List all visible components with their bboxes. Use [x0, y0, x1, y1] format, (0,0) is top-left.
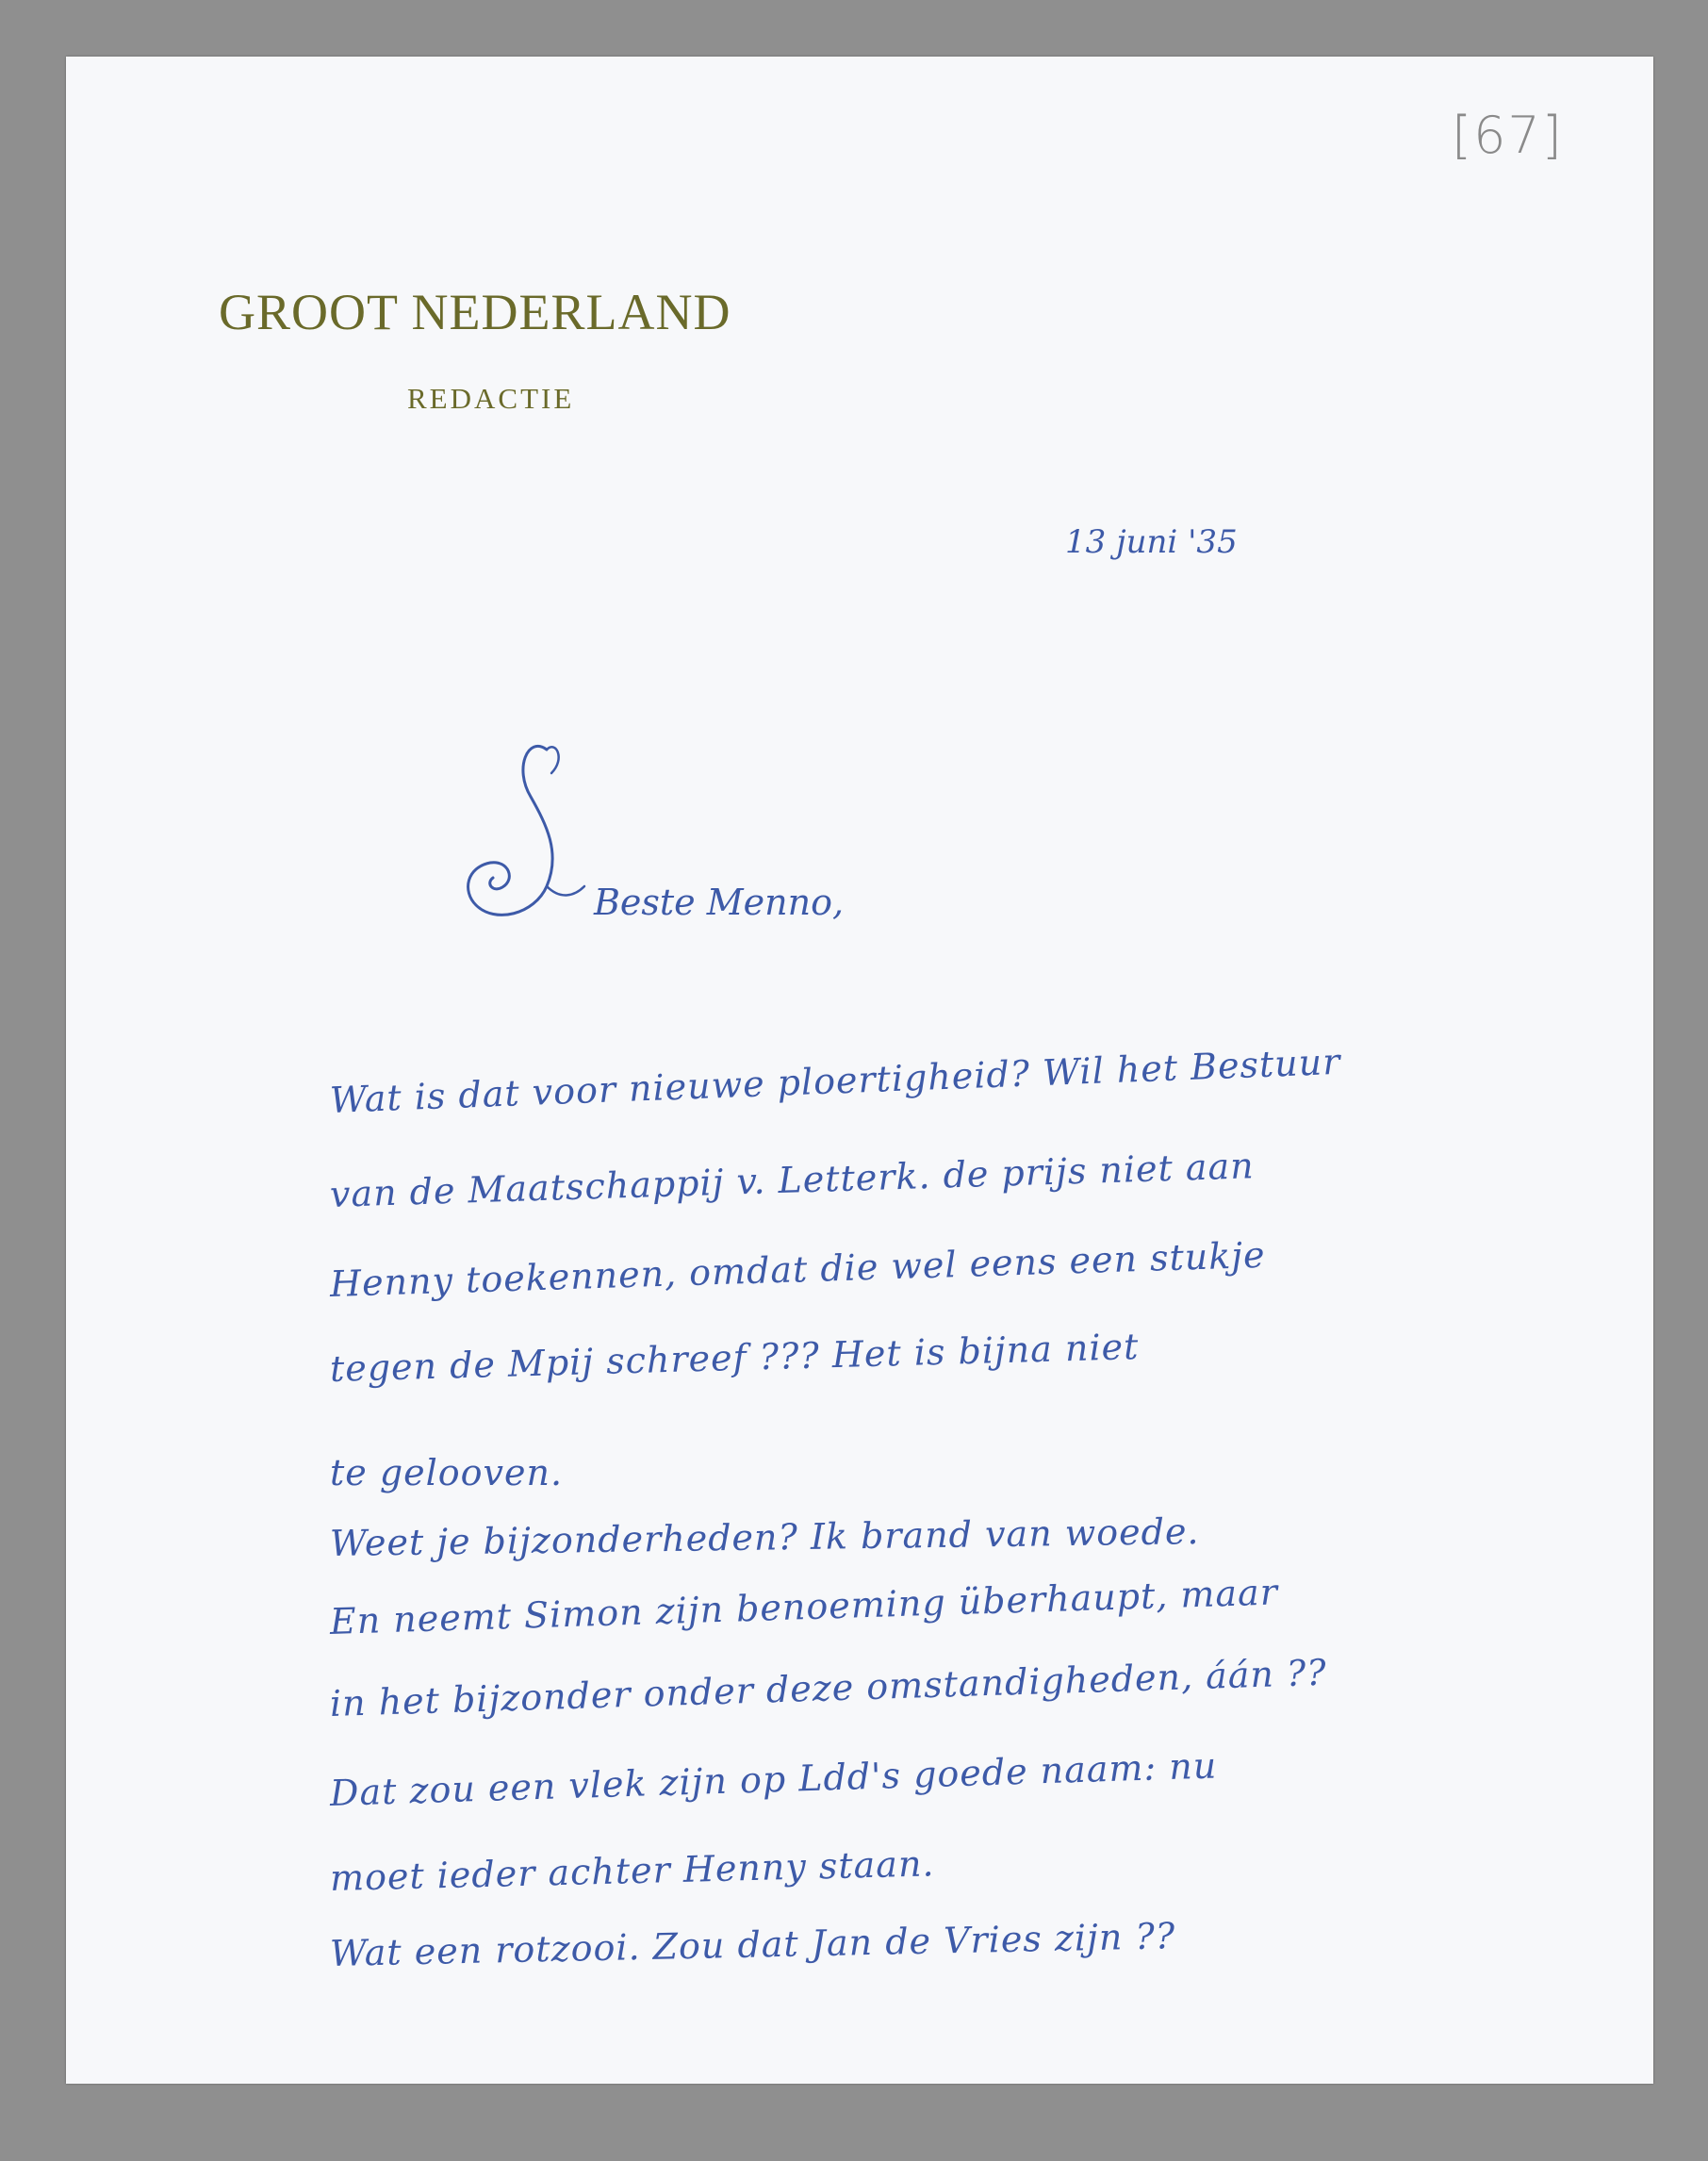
archive-number: [67] — [1452, 106, 1564, 165]
ornamental-initial-icon — [457, 731, 599, 966]
letter-line: van de Maatschappij v. Letterk. de prijs niet aan — [329, 1145, 1256, 1215]
letter-line: En neemt Simon zijn benoeming überhaupt, maar — [329, 1571, 1279, 1642]
letter-line: te gelooven. — [330, 1452, 564, 1493]
letter-line: Henny toekennen, omdat die wel eens een stukje — [329, 1233, 1267, 1305]
letter-line: Weet je bijzonderheden? Ik brand van woede. — [329, 1510, 1200, 1564]
salutation: Beste Menno, — [594, 882, 845, 923]
letter-line: Wat een rotzooi. Zou dat Jan de Vries zijn ?? — [329, 1915, 1176, 1974]
letter-sheet — [66, 57, 1653, 2084]
letter-line: moet ieder achter Henny staan. — [329, 1842, 935, 1899]
letter-date: 13 juni '35 — [1065, 523, 1238, 561]
letterhead-subtitle: REDACTIE — [407, 382, 575, 415]
letterhead-title: GROOT NEDERLAND — [219, 284, 731, 340]
letter-line: Dat zou een vlek zijn op Ldd's goede naam: nu — [329, 1744, 1218, 1814]
letter-line: tegen de Mpij schreef ??? Het is bijna niet — [329, 1326, 1140, 1390]
letter-line: in het bijzonder onder deze omstandigheden, áán ?? — [329, 1651, 1328, 1724]
letter-line: Wat is dat voor nieuwe ploertigheid? Wil het Bestuur — [329, 1040, 1342, 1121]
